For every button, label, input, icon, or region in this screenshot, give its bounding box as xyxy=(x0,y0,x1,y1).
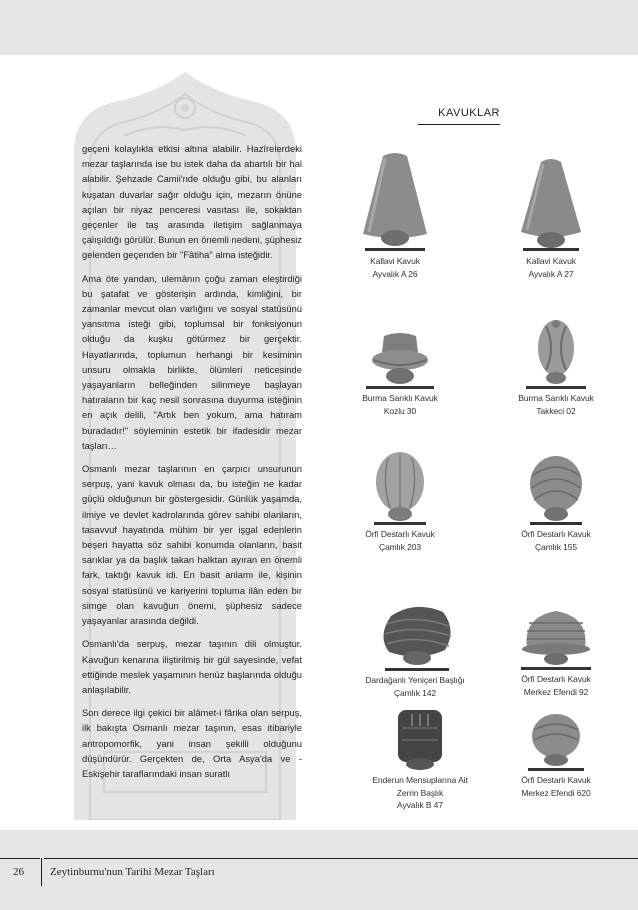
caption-line: Kallavi Kavuk xyxy=(526,256,576,266)
kavuk-figure xyxy=(335,448,465,553)
paragraph: Ama öte yandan, ulemânın çoğu zaman eleştirdiği bu şatafat ve gösterişin ardında, kimliğini, bir zamanlar mevcut olan varlığını ve sosyal statüsünü yansıtma isteği gibi, toplumsal bir fonksiyonun olduğu da kuşku götürmez bir gerçektir. Hayatlarında, toplumun herhangi bir kesiminin unsuru olmakla birlikte, ölümleri neticesinde yaşayanların belleğinden silinmeye başlayan hatıraların bir kaç nesil sonrasına duyurma isteğinin en açık delili, "Artık ben yokum, ama hatıram buradadır!" söyleminin estetik bir ifadesidir mezar taşları… xyxy=(82,272,302,451)
footer-rule xyxy=(0,858,40,859)
running-title: Zeytinburnu'nun Tarihi Mezar Taşları xyxy=(50,866,215,878)
caption-line: Ayvalık B 47 xyxy=(397,800,443,810)
paragraph: Osmanlı'da serpuş, mezar taşının dili olmuştur. Kavuğun kenarına iliştirilmiş bir gül sayesinde, vefat ettiğinde meslek yaşamının henüz başlarında olduğu anlaşılabilir. xyxy=(82,638,302,695)
orfi-destarli-kavuk-image xyxy=(360,448,440,528)
orfi-destarli-kavuk-image xyxy=(511,603,601,673)
kavuk-figure xyxy=(330,150,460,280)
paragraph: Osmanlı mezar taşlarının en çarpıcı unsurunun serpuş, yani kavuk olması da, bu isteğin ne kadar güçlü olduğunun bir göstergesidir. Günlük yaşamda, ilmiye ve devlet kadrolarında görev sahibi olanların, tasavvuf hayatında mühim bir yer işgal edenlerin beşeri hayatta söz sahibi konumda olanların, basit sarıklar ya da başlık takan halktan ayıran en önemli fark, taktığı kavuk idi. En basit anlamı ile, kişinin sosyal statüsünü ve kariyerini topluma ilân eden bir simge olan kavuğun önemi, şüphesiz sadece yaşayanlar arasında değildi. xyxy=(82,463,302,627)
kavuk-figure xyxy=(491,708,621,799)
caption-line: Takkeci 02 xyxy=(536,405,576,416)
footer-divider xyxy=(41,858,42,886)
caption-line: Örfi Destarlı Kavuk xyxy=(521,529,591,539)
caption-line: Çamlık 203 xyxy=(379,541,421,552)
caption-line: Ayvalık A 27 xyxy=(528,268,574,279)
kallavi-kavuk-image xyxy=(511,156,591,255)
burma-sarikli-kavuk-image xyxy=(360,330,440,392)
caption-line: Merkez Efendi 620 xyxy=(521,787,591,798)
caption-line: Ayvalık A 26 xyxy=(372,268,418,279)
kallavi-kavuk-image xyxy=(355,150,435,255)
caption-line: Çamlık 142 xyxy=(394,687,436,698)
caption-line: Kozlu 30 xyxy=(383,405,417,416)
caption-line: Kallavi Kavuk xyxy=(370,256,420,266)
zerrin-baslik-image xyxy=(380,700,460,774)
kavuk-figure xyxy=(491,314,621,417)
page-number: 26 xyxy=(13,866,24,878)
caption-line: Burma Sarıklı Kavuk xyxy=(362,393,438,403)
article-body xyxy=(82,141,302,789)
section-title-rule xyxy=(418,124,500,125)
caption-line: Örfi Destarlı Kavuk xyxy=(521,775,591,785)
section-title: KAVUKLAR xyxy=(438,107,500,119)
burma-sarikli-kavuk-image xyxy=(516,314,596,392)
caption-line: Merkez Efendi 92 xyxy=(523,686,589,697)
top-band xyxy=(0,0,638,55)
kavuk-figure xyxy=(486,156,616,280)
caption-line: Enderun Mensuplarına Ait xyxy=(372,775,468,785)
caption-line: Dardağanlı Yeniçeri Başlığı xyxy=(365,675,465,685)
kavuk-figure xyxy=(355,700,485,812)
caption-line: Çamlık 155 xyxy=(535,541,577,552)
caption-line: Zerrin Başlık xyxy=(396,787,444,798)
kavuk-figure xyxy=(335,330,465,417)
footer-rule xyxy=(44,858,638,859)
orfi-destarli-kavuk-image xyxy=(516,708,596,774)
caption-line: Örfi Destarlı Kavuk xyxy=(365,529,435,539)
kavuk-figure xyxy=(350,600,480,699)
paragraph: Son derece ilgi çekici bir alâmet-i fârika olan serpuş, ilk bakışta Osmanlı mezar taşının, esas itibariyle antropomorfik, yani insan şekilli olduğunu düşündürür. Gerçekten de, Orta Asya'da ve - Eskişehir taraflarındaki insan suratlı xyxy=(82,707,302,779)
kavuk-figure xyxy=(491,603,621,698)
dardaganli-yeniceri-basligi-image xyxy=(365,600,465,674)
caption-line: Burma Sarıklı Kavuk xyxy=(518,393,594,403)
paragraph: geçeni kolaylıkla etkisi altına alabilir. Hazîrelerdeki mezar taşlarında ise bu istek daha da abartılı bir hal alabilir. Şehzade Camii'nde olduğu gibi, bu alanları kuşatan duvarlar sağır olduğu için, mezarın önüne açılan bir niyaz penceresi vasıtası ile, sokaktan geçenler ile taş arasında iletişim sağlanmaya çalışıldığı görülür. Bunun en önemli nedeni, şüphesiz gelenden geçenden bir "Fâtiha" alma isteğidir. xyxy=(82,143,302,261)
caption-line: Örfi Destarlı Kavuk xyxy=(521,674,591,684)
orfi-destarli-kavuk-image xyxy=(516,450,596,528)
kavuk-figure xyxy=(491,450,621,553)
